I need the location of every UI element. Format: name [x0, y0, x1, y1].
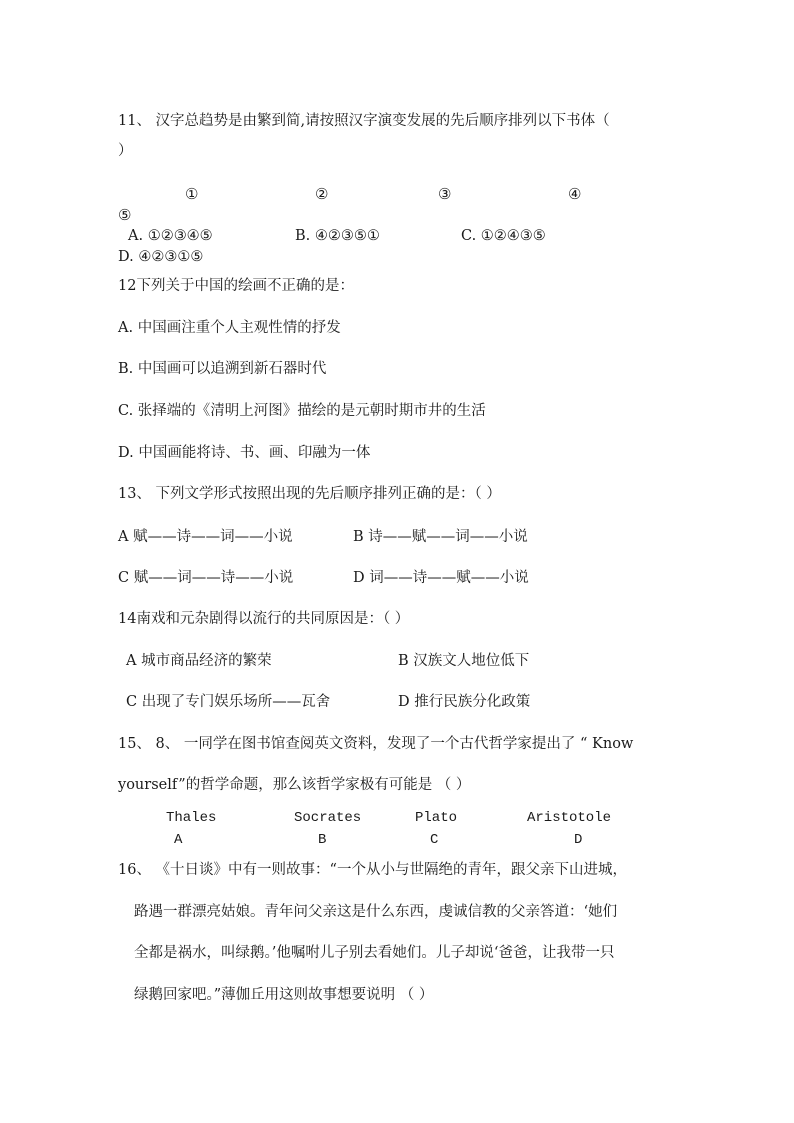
q11-script-label-3: ③	[438, 185, 452, 203]
q11-option-b: B. ④②③⑤①	[295, 228, 380, 244]
q15-stem: 15、 8、 一同学在图书馆查阅英文资料，发现了一个古代哲学家提出了 “ Know	[118, 736, 634, 752]
q11-stem: 11、 汉字总趋势是由繁到简,请按照汉字演变发展的先后顺序排列以下书体（	[118, 113, 610, 129]
q16-line-3: 全都是祸水，叫绿鹅。’他嘱咐儿子别去看她们。儿子却说‘爸爸，让我带一只	[134, 945, 615, 961]
q14-option-b: B 汉族文人地位低下	[398, 653, 530, 669]
q12-stem: 12下列关于中国的绘画不正确的是：	[118, 278, 354, 294]
q16-line-1: 16、 《十日谈》中有一则故事：“一个从小与世隔绝的青年，跟父亲下山进城，	[118, 862, 627, 878]
q16-line-2: 路遇一群漂亮姑娘。青年问父亲这是什么东西，虔诚信教的父亲答道：‘她们	[134, 904, 618, 920]
q13-option-a: A 赋——诗——词——小说	[118, 529, 293, 545]
q13-option-c: C 赋——词——诗——小说	[118, 570, 294, 586]
q11-script-label-4: ④	[568, 185, 582, 203]
q11-option-a: A. ①②③④⑤	[128, 228, 213, 244]
q11-option-c: C. ①②④③⑤	[461, 228, 546, 244]
q15-name-plato: Plato	[415, 810, 458, 826]
q11-option-d: D. ④②③①⑤	[118, 249, 204, 265]
q11-script-label-5: ⑤	[118, 206, 132, 224]
q16-line-4: 绿鹅回家吧。”薄伽丘用这则故事想要说明 （ ）	[134, 987, 434, 1003]
q13-option-d: D 词——诗——赋——小说	[353, 570, 529, 586]
q12-option-d: D. 中国画能将诗、书、画、印融为一体	[118, 445, 371, 461]
q13-stem: 13、 下列文学形式按照出现的先后顺序排列正确的是：（ ）	[118, 486, 501, 502]
q11-stem-cont: ）	[118, 143, 133, 159]
q12-option-a: A. 中国画注重个人主观性情的抒发	[118, 320, 341, 336]
q14-option-d: D 推行民族分化政策	[398, 694, 531, 710]
q15-name-socrates: Socrates	[294, 810, 362, 826]
q11-script-label-1: ①	[185, 185, 199, 203]
q15-letter-c: C	[430, 832, 439, 848]
q15-stem-cont: yourself”的哲学命题，那么该哲学家极有可能是 （ ）	[118, 777, 471, 793]
q14-option-a: A 城市商品经济的繁荣	[126, 653, 272, 669]
q12-option-b: B. 中国画可以追溯到新石器时代	[118, 361, 327, 377]
q15-letter-d: D	[574, 832, 583, 848]
q11-script-label-2: ②	[315, 185, 329, 203]
q14-option-c: C 出现了专门娱乐场所——瓦舍	[126, 694, 331, 710]
q15-letter-a: A	[174, 832, 183, 848]
q13-option-b: B 诗——赋——词——小说	[353, 529, 528, 545]
q12-option-c: C. 张择端的《清明上河图》描绘的是元朝时期市井的生活	[118, 403, 486, 419]
q14-stem: 14南戏和元杂剧得以流行的共同原因是：（ ）	[118, 611, 410, 627]
q15-name-thales: Thales	[166, 810, 217, 826]
q15-name-aristotole: Aristotole	[527, 810, 612, 826]
q15-letter-b: B	[318, 832, 327, 848]
